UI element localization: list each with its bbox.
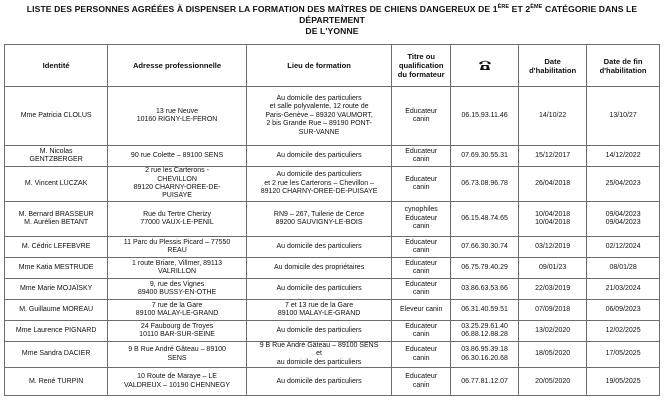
header-telephone [451,45,519,87]
cell-date-hab [519,258,587,279]
cell-tel [451,258,519,279]
cell-line: 24 Faubourg de Troyes [140,322,214,330]
cell-line: 22/03/2019 [535,284,571,292]
title-line-1: LISTE DES PERSONNES AGRÉÉES À DISPENSER LA FORMATION DES MAÎTRES DE CHIENS DANGEREUX DE 1ÈRE ET 2ÈME CATÉGORIE DANS LE DÉPARTEMENT [26,3,638,25]
cell-line: VALDREUX – 10190 CHENNEGY [124,381,231,389]
cell-line: 21/03/2024 [605,284,641,292]
cell-identite [5,202,108,237]
table-row [5,258,660,279]
cell-line: canin [412,184,430,191]
cell-line: 09/04/2023 [605,210,641,218]
header-row [5,45,660,87]
cell-line: 89120 CHARNY-OREE-DE- [133,184,221,191]
cell-date-hab [519,146,587,167]
cell-lieu [246,279,392,300]
cell-line: 25/04/2023 [605,179,641,187]
cell-tel [451,368,519,396]
cell-line: 03.86.95.39.18 [461,346,508,354]
cell-date-hab [519,87,587,146]
cell-line: canin [412,354,430,362]
table-row [5,279,660,300]
cell-titre [392,167,451,202]
cell-date-hab [519,300,587,321]
cell-line: 07.66.30.30.74 [461,242,508,250]
cell-line: 9, rue des Vignes [149,280,205,288]
cell-line: M. Guillaume MOREAU [19,305,94,313]
table-row [5,202,660,237]
cell-line: et 2 rue les Carterons – Chevillon – [264,179,374,187]
cell-date-fin [587,87,660,146]
cell-date-fin [587,321,660,342]
cell-line: Paris-Genève – 89320 VAUMORT, [265,111,373,119]
cell-line: et [316,350,322,358]
cell-line: M. Aurélien BETANT [24,219,89,226]
cell-line: 9 B Rue André Gâteau – 89100 SENS [259,342,379,349]
cell-line: 26/04/2018 [535,179,571,187]
table-row [5,368,660,396]
cell-adresse [108,167,247,202]
cell-tel [451,202,519,237]
cell-identite [5,342,108,368]
cell-line: 89200 SAUVIGNY-LE-BOIS [275,219,363,226]
trainers-table [4,44,660,396]
cell-date-fin [587,300,660,321]
cell-line: 06.73.08.96.78 [461,179,508,187]
table-row [5,87,660,146]
cell-line: et salle polyvalente, 12 route de [269,103,369,111]
cell-line: 06.31.40.59.51 [461,305,508,313]
cell-line: Rue du Tertre Cherizy [143,210,212,218]
cell-line: Mme Patricia CLOLUS [20,111,92,119]
cell-line: GENTZBERGER [29,156,83,163]
cell-adresse [108,300,247,321]
table-row [5,237,660,258]
cell-line: Educateur [405,107,438,115]
cell-line: Au domicile des particuliers [276,151,362,159]
cell-line: Educateur [405,373,438,381]
cell-adresse [108,237,247,258]
cell-line: canin [412,289,430,296]
cell-line: Eleveur canin [399,305,443,313]
cell-line: 06.75.79.40.29 [461,263,508,271]
cell-line: au domicile des particuliers [276,358,362,366]
cell-line: Educateur [405,280,438,288]
cell-line: 06.15.93.11.46 [461,111,508,119]
cell-line: 14/12/2022 [605,151,641,159]
cell-titre [392,237,451,258]
cell-adresse [108,258,247,279]
title-line-2: DE L'YONNE [305,25,359,36]
header-lieu: Lieu de formation [246,45,392,87]
cell-tel [451,146,519,167]
telephone-icon [478,59,492,71]
cell-identite [5,167,108,202]
cell-line: Au domicile des particuliers [276,94,362,102]
cell-line: 10/04/2018 [535,219,571,226]
cell-lieu [246,342,392,368]
cell-line: 08/01/28 [609,263,637,271]
cell-line: 2 bis Grande Rue – 89190 PONT- [266,120,372,128]
cell-line: Educateur [405,322,438,330]
cell-line: Educateur [405,214,438,222]
table-row [5,300,660,321]
cell-date-fin [587,237,660,258]
cell-titre [392,321,451,342]
cell-titre [392,87,451,146]
cell-line: 06.77.81.12.07 [461,377,508,385]
cell-date-fin [587,146,660,167]
cell-line: 10/04/2018 [535,210,571,218]
cell-line: Mme Sandra DACIER [21,350,91,358]
cell-date-hab [519,321,587,342]
cell-line: RN9 – 267, Tuilerie de Cerce [273,210,365,218]
cell-line: 2 rue les Carterons - [145,167,209,175]
cell-line: Mme Marie MOJAÏSKY [19,284,93,292]
cell-line: M. Nicolas [39,147,73,155]
cell-date-fin [587,202,660,237]
cell-line: M. Cédric LEFEBVRE [21,242,91,250]
cell-line: cynophiles [404,206,438,214]
cell-identite [5,321,108,342]
table-row [5,146,660,167]
cell-line: Au domicile des particuliers [276,326,362,334]
cell-line: 77000 VAUX-LE-PENIL [140,219,214,226]
cell-date-fin [587,279,660,300]
cell-titre [392,258,451,279]
cell-identite [5,146,108,167]
cell-line: 10 Route de Maraye – LE [137,373,217,381]
cell-line: 13 rue Neuve [156,107,199,115]
cell-line: 90 rue Colette – 89100 SENS [130,151,224,159]
cell-line: Au domicile des propriétaires [273,263,365,271]
cell-line: M. René TURPIN [28,377,84,385]
cell-line: 10160 RIGNY-LE-FERON [136,116,218,123]
cell-line: 17/05/2025 [605,350,641,358]
cell-line: 06.88.12.88.28 [461,331,508,338]
cell-line: canin [412,223,430,231]
table-row [5,321,660,342]
cell-lieu [246,167,392,202]
cell-line: 14/10/22 [539,111,567,119]
cell-line: PUISAYE [162,192,192,200]
cell-line: canin [412,268,430,275]
header-date-habilitation: Date d'habilitation [519,45,587,87]
cell-line: REAU [167,247,187,254]
cell-identite [5,87,108,146]
cell-line: 10110 BAR-SUR-SEINE [139,331,215,338]
cell-date-fin [587,167,660,202]
cell-line: CHEVILLON [157,175,197,183]
cell-line: canin [412,247,430,254]
cell-line: 13/10/27 [609,111,637,119]
cell-line: canin [412,156,430,163]
header-identite: Identité [5,45,108,87]
cell-adresse [108,342,247,368]
cell-line: 07/09/2018 [535,305,571,313]
cell-line: 18/05/2020 [535,350,571,358]
cell-line: 03.86.63.53.66 [461,284,508,292]
cell-adresse [108,279,247,300]
cell-line: Mme Katia MESTRUDE [18,263,94,271]
cell-line: 7 et 13 rue de la Gare [285,301,354,309]
cell-lieu [246,321,392,342]
cell-line: Educateur [405,238,438,246]
cell-line: 15/12/2017 [535,151,571,159]
cell-line: 89120 CHARNY-OREE-DE-PUISAYE [260,188,378,196]
cell-line: 9 B Rue André Gâteau – 89100 [128,346,226,354]
cell-line: Educateur [405,346,438,354]
cell-line: SENS [167,354,187,362]
cell-date-hab [519,342,587,368]
cell-identite [5,279,108,300]
cell-adresse [108,87,247,146]
cell-line: 06.30.16.20.68 [461,354,508,362]
cell-line: Au domicile des particuliers [276,171,362,179]
cell-titre [392,279,451,300]
cell-adresse [108,202,247,237]
cell-adresse [108,146,247,167]
cell-line: 09/04/2023 [605,219,641,226]
cell-titre [392,202,451,237]
cell-line: 09/01/23 [539,263,567,271]
cell-line: canin [412,116,430,123]
cell-line: 89400 BUSSY-EN-OTHE [137,289,217,296]
cell-line: SUR-VANNE [298,128,340,136]
cell-line: 12/02/2025 [605,326,641,334]
cell-line: Educateur [405,259,438,267]
cell-titre [392,368,451,396]
cell-lieu [246,202,392,237]
cell-line: M. Vincent LUCZAK [24,179,88,187]
cell-line: 19/05/2025 [605,377,641,385]
cell-tel [451,342,519,368]
cell-lieu [246,237,392,258]
cell-identite [5,258,108,279]
header-titre: Titre ou qualification du formateur [392,45,451,87]
cell-line: Au domicile des particuliers [276,377,362,385]
cell-tel [451,321,519,342]
cell-line: canin [412,331,430,338]
cell-identite [5,368,108,396]
table-row [5,342,660,368]
table-row [5,167,660,202]
cell-line: Mme Laurence PIGNARD [15,326,97,334]
cell-lieu [246,300,392,321]
header-adresse: Adresse professionnelle [108,45,247,87]
cell-titre [392,300,451,321]
cell-date-hab [519,167,587,202]
cell-line: 7 rue de la Gare [151,301,203,309]
cell-date-hab [519,368,587,396]
cell-tel [451,237,519,258]
cell-line: 11 Parc du Plessis Picard – 77550 [123,238,231,246]
cell-line: 02/12/2024 [605,242,641,250]
cell-line: Au domicile des particuliers [276,284,362,292]
cell-identite [5,300,108,321]
cell-date-fin [587,368,660,396]
cell-line: Educateur [405,147,438,155]
cell-date-hab [519,237,587,258]
cell-line: 20/05/2020 [535,377,571,385]
cell-line: M. Bernard BRASSEUR [18,210,94,218]
cell-line: 06.15.48.74.65 [461,214,508,222]
cell-line: 13/02/2020 [535,326,571,334]
cell-lieu [246,258,392,279]
cell-date-fin [587,342,660,368]
cell-date-hab [519,202,587,237]
cell-line: 03/12/2019 [535,242,571,250]
cell-lieu [246,368,392,396]
cell-line: Educateur [405,175,438,183]
cell-tel [451,279,519,300]
cell-adresse [108,368,247,396]
cell-line: VALRILLON [158,268,197,275]
cell-lieu [246,146,392,167]
cell-identite [5,237,108,258]
cell-tel [451,167,519,202]
cell-line: 89100 MALAY-LE-GRAND [277,310,361,317]
cell-line: canin [412,381,430,389]
cell-titre [392,342,451,368]
cell-adresse [108,321,247,342]
document-title [0,2,664,37]
header-date-fin: Date de fin d'habilitation [587,45,660,87]
cell-titre [392,146,451,167]
cell-tel [451,87,519,146]
cell-date-hab [519,279,587,300]
cell-tel [451,300,519,321]
cell-date-fin [587,258,660,279]
cell-line: 03.25.29.61.40 [461,322,508,330]
cell-line: 06/09/2023 [605,305,641,313]
cell-lieu [246,87,392,146]
cell-line: 1 route Briare, Villmer, 89113 [132,259,223,267]
cell-line: 07.69.30.55.31 [461,151,508,159]
cell-line: 89100 MALAY-LE-GRAND [135,310,219,317]
cell-line: Au domicile des particuliers [276,242,362,250]
